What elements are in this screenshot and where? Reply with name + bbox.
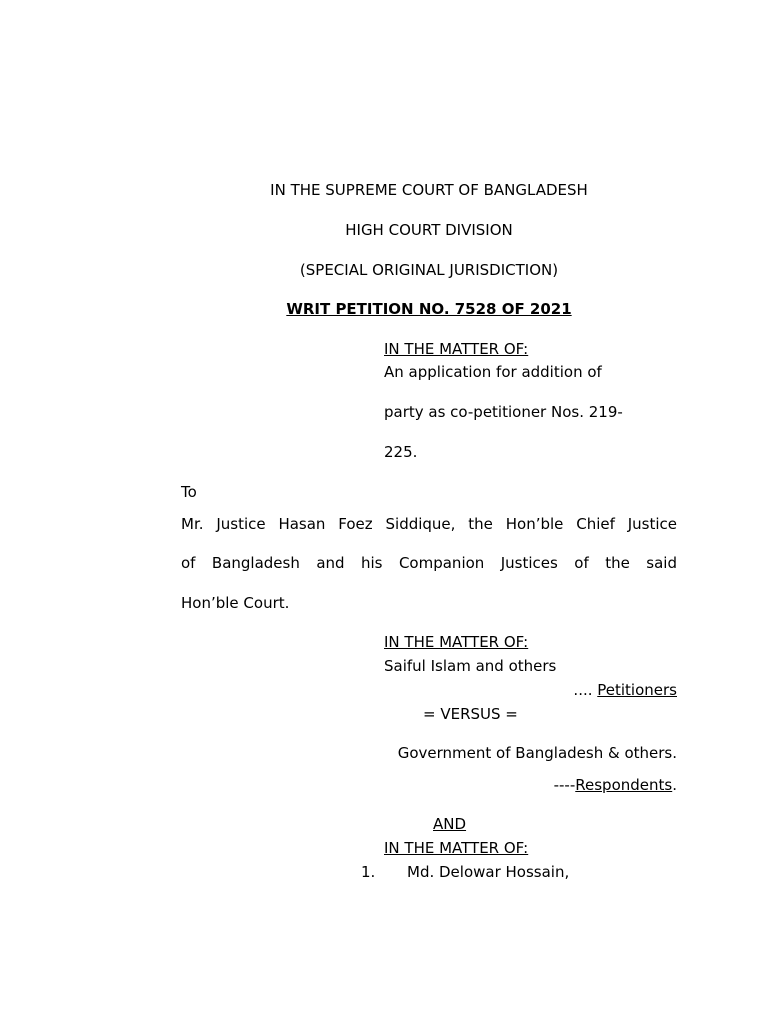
respondents-suffix: . (672, 776, 677, 794)
address-to: To (181, 483, 197, 501)
matter-1-line: party as co-petitioner Nos. 219- (384, 403, 623, 421)
petitioner-party: Saiful Islam and others (384, 657, 557, 675)
versus: = VERSUS = (423, 705, 518, 723)
petitioners-label: Petitioners (597, 681, 677, 699)
matter-1-line: An application for addition of (384, 363, 602, 381)
matter-1-line: 225. (384, 443, 418, 461)
respondents-line (554, 776, 677, 794)
and-heading: AND (433, 815, 467, 833)
petitioners-prefix: .... (573, 681, 598, 699)
address-line: Mr. Justice Hasan Foez Siddique, the Hon’ble Chief Justice (181, 515, 677, 533)
respondents-label: Respondents (575, 776, 673, 794)
petitioners-line (573, 681, 677, 699)
list-item-number: 1. (361, 863, 376, 881)
matter-label-1: IN THE MATTER OF: (384, 340, 529, 358)
respondents-prefix: ---- (553, 776, 576, 794)
division-title: HIGH COURT DIVISION (345, 221, 513, 239)
jurisdiction-title: (SPECIAL ORIGINAL JURISDICTION) (299, 261, 559, 279)
list-item-name: Md. Delowar Hossain, (407, 863, 570, 881)
address-line: Hon’ble Court. (181, 594, 290, 612)
matter-label-3: IN THE MATTER OF: (384, 839, 529, 857)
address-line: of Bangladesh and his Companion Justices of the said (181, 554, 677, 572)
court-title: IN THE SUPREME COURT OF BANGLADESH (270, 181, 588, 199)
matter-label-2: IN THE MATTER OF: (384, 633, 529, 651)
writ-petition-number: WRIT PETITION NO. 7528 OF 2021 (286, 300, 572, 318)
respondent-party: Government of Bangladesh & others. (397, 744, 677, 762)
